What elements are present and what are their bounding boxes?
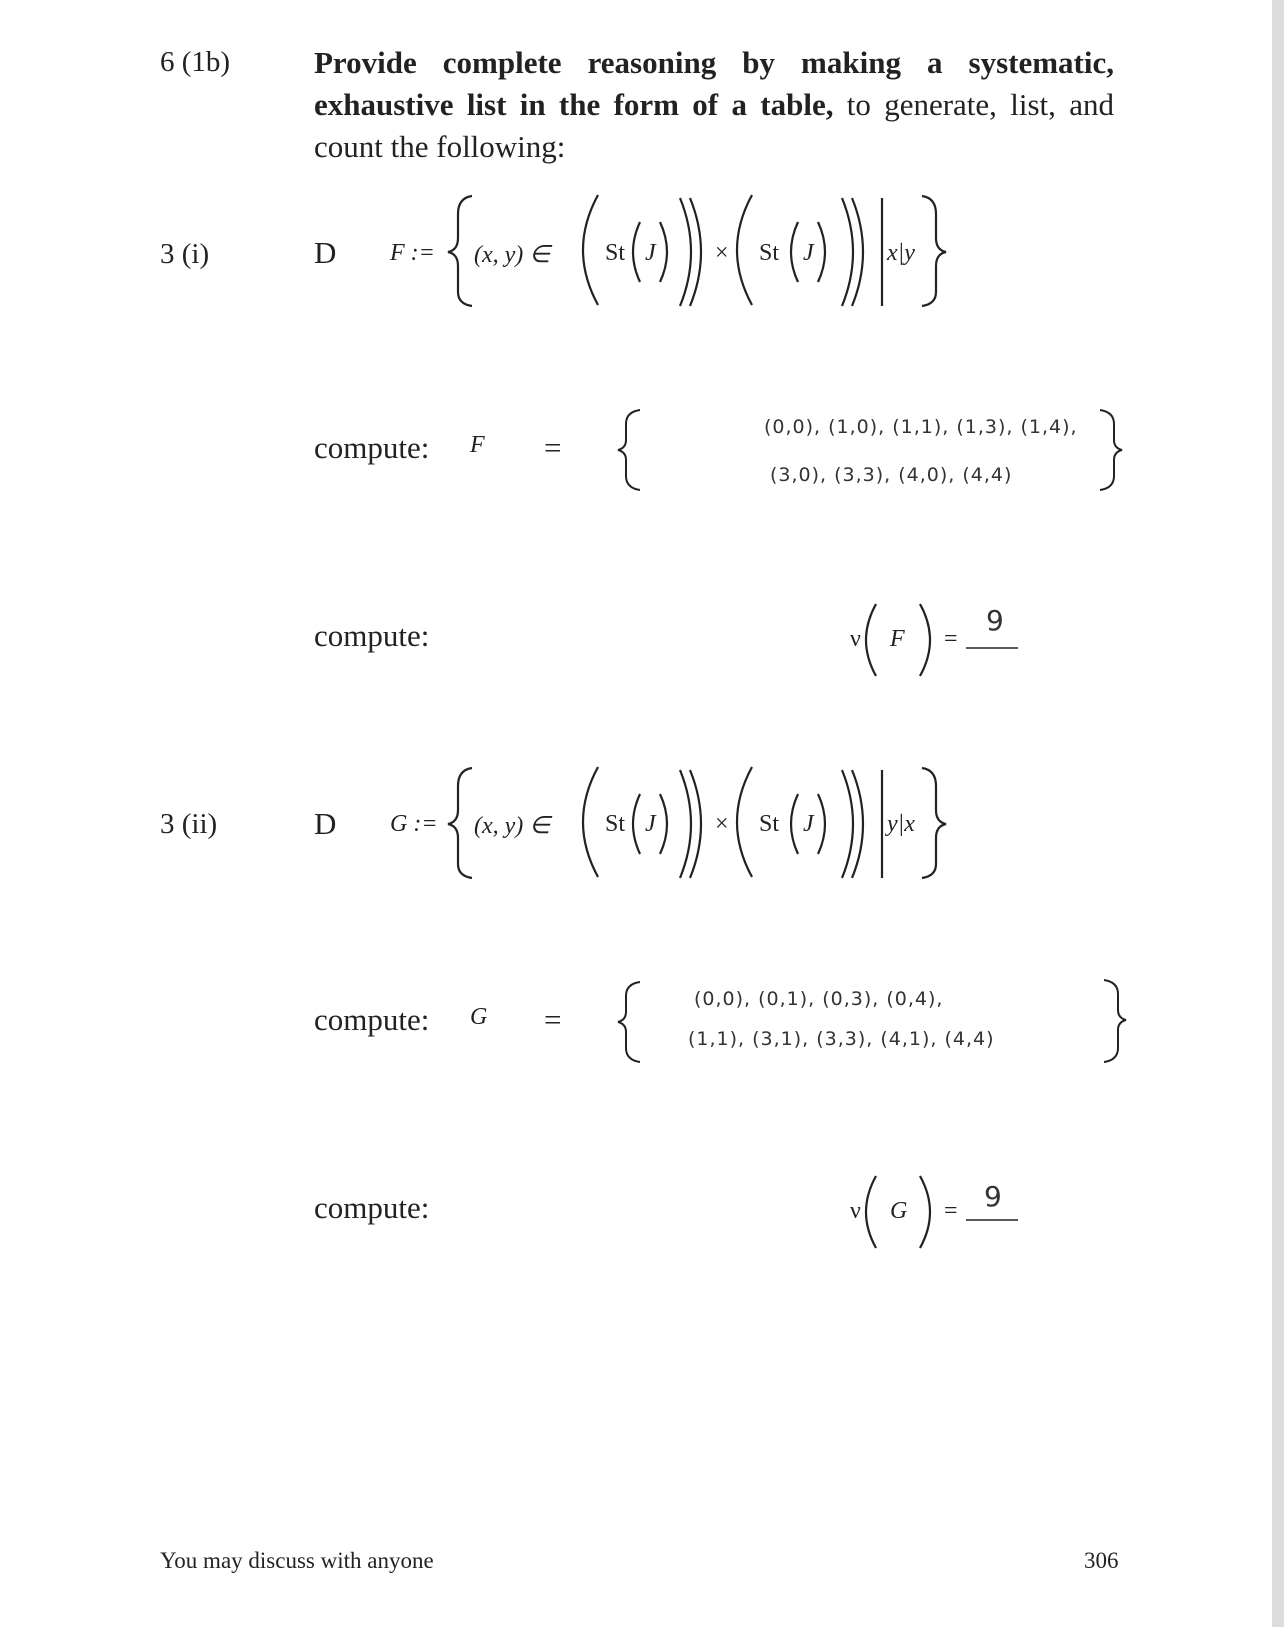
part1-j2: J [803, 240, 814, 266]
part2-count: 9 [984, 1180, 1002, 1213]
part1-tag: D [314, 235, 337, 270]
part1-nu: ν [850, 626, 861, 652]
page-edge [1272, 0, 1284, 1627]
part1-set-def: F := [390, 240, 435, 266]
part2-st1: St [605, 811, 626, 837]
problem-number: 6 (1b) [160, 46, 231, 78]
part2-nu-var: G [890, 1198, 908, 1224]
part1-j1: J [645, 240, 656, 266]
part1-number: 3 (i) [160, 238, 210, 270]
part1-condition: x|y [887, 240, 915, 266]
part2-answer-line1: (0,0), (0,1), (0,3), (0,4), [694, 988, 944, 1010]
part1-answer-line2: (3,0), (3,3), (4,0), (4,4) [770, 464, 1013, 486]
part2-nu: ν [850, 1198, 861, 1224]
part2-equals: = [544, 1002, 562, 1037]
part2-set-def: G := [390, 811, 438, 837]
part2-number: 3 (ii) [160, 808, 218, 840]
footer-note: You may discuss with anyone [160, 1548, 434, 1573]
part1-compute2-label: compute: [314, 618, 430, 653]
page-number: 306 [1084, 1548, 1119, 1573]
part1-st2: St [759, 240, 780, 266]
instruction-bold: Provide complete reasoning by making a systematic, exhaustive list in the form of a table, [314, 45, 1114, 122]
part1-count: 9 [986, 604, 1004, 637]
part2-condition: y|x [887, 811, 915, 837]
part2-compute-var: G [470, 1004, 488, 1030]
part2-times: × [715, 811, 729, 837]
part2-member-text: (x, y) ∈ [474, 813, 551, 839]
part1-nu-var: F [890, 626, 905, 652]
part2-nu-equals: = [944, 1198, 958, 1224]
instruction-rest: to generate, list, and count the following: [314, 87, 1114, 164]
part2-answer-line2: (1,1), (3,1), (3,3), (4,1), (4,4) [688, 1028, 995, 1050]
part2-compute2-label: compute: [314, 1190, 430, 1225]
part2-compute-label: compute: [314, 1002, 430, 1037]
part1-nu-equals: = [944, 626, 958, 652]
part2-tag: D [314, 806, 337, 841]
part2-j1: J [645, 811, 656, 837]
part2-st2: St [759, 811, 780, 837]
part1-answer-line1: (0,0), (1,0), (1,1), (1,3), (1,4), [764, 416, 1078, 438]
part1-st1: St [605, 240, 626, 266]
part1-compute-var: F [470, 432, 485, 458]
part2-j2: J [803, 811, 814, 837]
part1-equals: = [544, 430, 562, 465]
part1-times: × [715, 240, 729, 266]
part1-member-text: (x, y) ∈ [474, 242, 551, 268]
part1-compute-label: compute: [314, 430, 430, 465]
